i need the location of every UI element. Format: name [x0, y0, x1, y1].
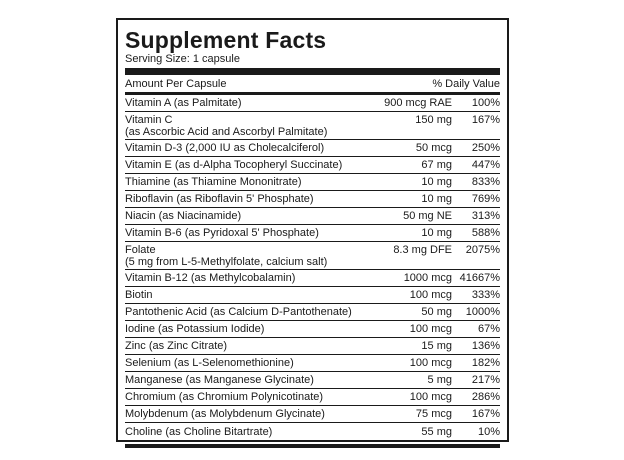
nutrient-label: Iodine (as Potassium Iodide) — [125, 323, 265, 335]
nutrient-daily-value: 167% — [471, 408, 500, 420]
nutrient-name — [125, 227, 360, 239]
nutrient-name — [125, 357, 360, 369]
nutrient-label: Vitamin B-12 (as Methylcobalamin) — [125, 272, 296, 284]
nutrient-name — [125, 374, 360, 386]
nutrient-row — [125, 372, 500, 389]
nutrient-daily-value: 217% — [471, 374, 500, 386]
nutrient-row — [125, 406, 500, 423]
nutrient-row — [125, 225, 500, 242]
nutrient-row — [125, 157, 500, 174]
nutrient-name — [125, 426, 360, 438]
nutrient-row — [125, 112, 500, 140]
daily-value-header: % Daily Value — [432, 78, 500, 90]
nutrient-label: Biotin — [125, 289, 153, 301]
nutrient-name — [125, 340, 360, 352]
nutrient-amount: 15 mg — [421, 340, 452, 352]
panel-title: Supplement Facts — [125, 27, 327, 53]
nutrient-label: Folate — [125, 244, 156, 256]
nutrient-daily-value: 833% — [471, 176, 500, 188]
nutrient-amount: 100 mcg — [409, 357, 452, 369]
nutrient-row — [125, 95, 500, 112]
nutrient-row — [125, 423, 500, 440]
nutrient-daily-value: 10% — [477, 425, 500, 438]
nutrient-daily-value: 333% — [471, 289, 500, 301]
nutrient-label: Vitamin B-6 (as Pyridoxal 5' Phosphate) — [125, 227, 319, 239]
nutrient-label: Molybdenum (as Molybdenum Glycinate) — [125, 408, 325, 420]
nutrient-amount: 100 mcg — [409, 323, 452, 335]
nutrient-amount: 55 mg — [421, 425, 452, 438]
nutrient-row — [125, 389, 500, 406]
nutrient-label: Manganese (as Manganese Glycinate) — [125, 374, 314, 386]
bottom-thick-rule — [125, 444, 500, 448]
nutrient-name — [125, 272, 360, 284]
nutrient-label: Chromium (as Chromium Polynicotinate) — [125, 391, 324, 403]
nutrient-amount: 50 mg NE — [403, 210, 452, 222]
nutrient-daily-value: 136% — [471, 340, 500, 352]
nutrient-label: Niacin (as Niacinamide) — [125, 210, 242, 222]
nutrient-name — [125, 176, 360, 188]
nutrient-name — [125, 193, 360, 205]
nutrient-daily-value: 313% — [471, 210, 500, 222]
nutrient-name — [125, 114, 360, 139]
nutrient-daily-value: 182% — [471, 357, 500, 369]
top-thick-rule — [125, 68, 500, 75]
nutrient-row — [125, 174, 500, 191]
supplement-facts-panel — [116, 18, 509, 442]
nutrient-row — [125, 191, 500, 208]
column-header — [125, 75, 500, 92]
nutrient-name — [125, 408, 360, 420]
nutrient-label: Selenium (as L-Selenomethionine) — [125, 357, 294, 369]
nutrient-row — [125, 321, 500, 338]
nutrient-daily-value: 41667% — [459, 272, 500, 284]
nutrient-amount: 10 mg — [421, 193, 452, 205]
nutrient-row — [125, 355, 500, 372]
nutrient-amount: 5 mg — [427, 374, 452, 386]
nutrient-label: Vitamin E (as d-Alpha Tocopheryl Succinate) — [125, 159, 343, 171]
nutrient-row — [125, 208, 500, 225]
nutrient-name — [125, 306, 360, 318]
nutrient-name — [125, 289, 360, 301]
nutrient-label: Riboflavin (as Riboflavin 5' Phosphate) — [125, 193, 314, 205]
nutrient-name — [125, 244, 360, 269]
nutrient-amount: 1000 mcg — [403, 272, 452, 284]
nutrient-label: Thiamine (as Thiamine Mononitrate) — [125, 176, 302, 188]
nutrient-daily-value: 100% — [471, 97, 500, 109]
nutrient-amount: 10 mg — [421, 176, 452, 188]
nutrient-amount: 50 mg — [421, 306, 452, 318]
nutrient-row — [125, 338, 500, 355]
nutrient-daily-value: 1000% — [465, 306, 500, 318]
nutrient-row — [125, 140, 500, 157]
nutrient-source: (as Ascorbic Acid and Ascorbyl Palmitate) — [125, 126, 328, 138]
nutrient-list — [125, 95, 500, 440]
nutrient-label: Pantothenic Acid (as Calcium D-Pantothenate) — [125, 306, 352, 318]
nutrient-label: Vitamin A (as Palmitate) — [125, 97, 242, 109]
nutrient-label: Vitamin C — [125, 114, 173, 126]
nutrient-amount: 100 mcg — [409, 391, 452, 403]
nutrient-amount: 75 mcg — [415, 408, 452, 420]
nutrient-label: Choline (as Choline Bitartrate) — [125, 425, 273, 438]
nutrient-daily-value: 250% — [471, 142, 500, 154]
nutrient-row — [125, 287, 500, 304]
nutrient-row — [125, 270, 500, 287]
nutrient-name — [125, 323, 360, 335]
nutrient-name — [125, 210, 360, 222]
nutrient-label: Vitamin D-3 (2,000 IU as Cholecalciferol) — [125, 142, 325, 154]
nutrient-name — [125, 97, 360, 109]
nutrient-daily-value: 67% — [477, 323, 500, 335]
nutrient-amount: 150 mg — [415, 114, 452, 126]
nutrient-amount: 100 mcg — [409, 289, 452, 301]
nutrient-source: (5 mg from L-5-Methylfolate, calcium salt) — [125, 256, 328, 268]
nutrient-amount: 50 mcg — [415, 142, 452, 154]
nutrient-amount: 8.3 mg DFE — [393, 244, 452, 256]
nutrient-daily-value: 2075% — [465, 244, 500, 256]
nutrient-name — [125, 142, 360, 154]
nutrient-daily-value: 769% — [471, 193, 500, 205]
nutrient-daily-value: 167% — [471, 114, 500, 126]
amount-header: Amount Per Capsule — [125, 78, 227, 90]
nutrient-row — [125, 242, 500, 270]
nutrient-daily-value: 447% — [471, 159, 500, 171]
nutrient-name — [125, 391, 360, 403]
nutrient-amount: 10 mg — [421, 227, 452, 239]
nutrient-amount: 900 mcg RAE — [384, 97, 452, 109]
nutrient-row — [125, 304, 500, 321]
nutrient-label: Zinc (as Zinc Citrate) — [125, 340, 228, 352]
serving-size: Serving Size: 1 capsule — [125, 53, 240, 65]
nutrient-name — [125, 159, 360, 171]
nutrient-amount: 67 mg — [421, 159, 452, 171]
nutrient-daily-value: 588% — [471, 227, 500, 239]
nutrient-daily-value: 286% — [471, 391, 500, 403]
